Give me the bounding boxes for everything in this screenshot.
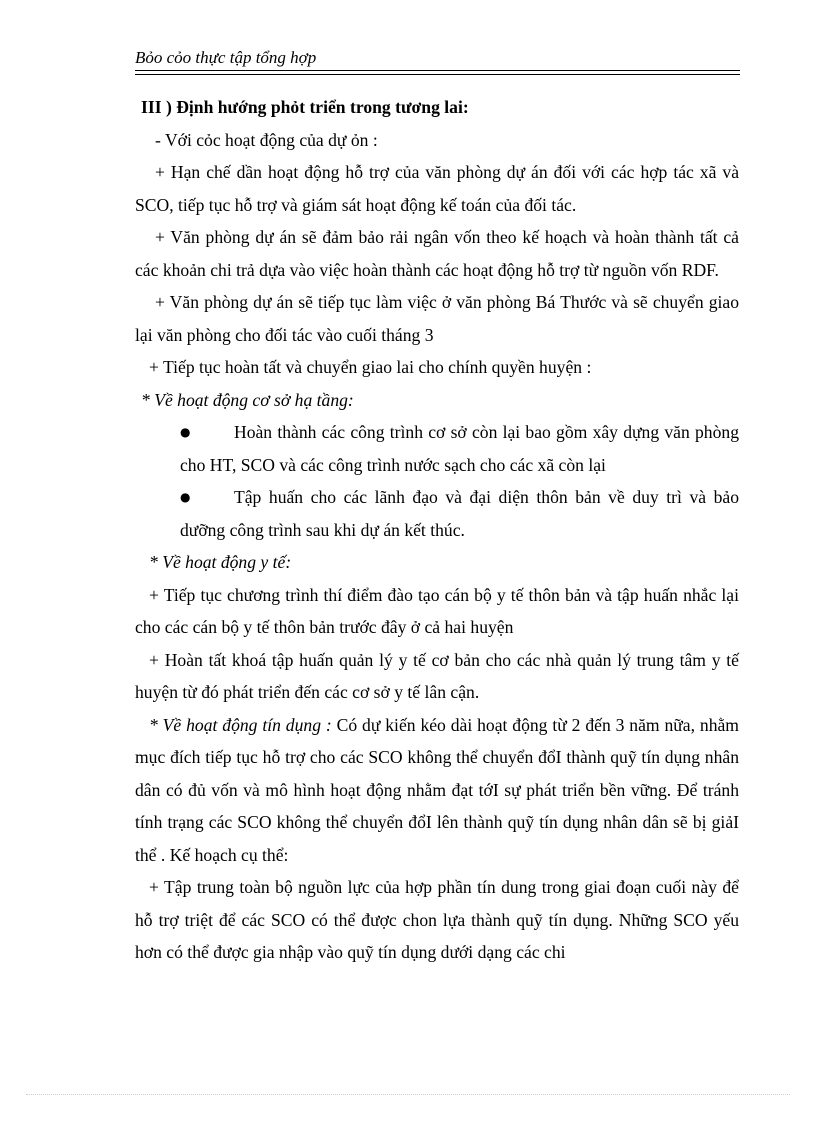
- credit-heading: * Về hoạt động tín dụng :: [149, 714, 332, 735]
- paragraph-district-handover: + Tiếp tục hoàn tất và chuyển giao lai cho chính quyền huyện :: [149, 357, 592, 377]
- health-heading: * Về hoạt động y tế:: [149, 552, 292, 572]
- paragraph-health-management: + Hoàn tất khoá tập huấn quản lý y tế cơ bản cho các nhà quản lý trung tâm y tế huyện từ đó phát triển đến các cơ sở y tế lân cận.: [135, 649, 739, 702]
- paragraph-office-handover: + Văn phòng dự án sẽ tiếp tục làm việc ở văn phòng Bá Thước và sẽ chuyển giao lại văn phòng cho đối tác vào cuối tháng 3: [135, 292, 739, 345]
- paragraph-credit: [135, 709, 739, 872]
- bullet-dot-icon: ●: [180, 425, 191, 439]
- bullet-text-infrastructure: Hoàn thành các công trình cơ sở còn lại bao gồm xây dựng văn phòng cho HT, SCO và các công trình nước sạch cho các xã còn lại: [180, 422, 739, 475]
- paragraph-limit-support: + Hạn chế dần hoạt động hỗ trợ của văn phòng dự án đối với các hợp tác xã và SCO, tiếp tục hỗ trợ và giám sát hoạt động kế toán của đối tác.: [135, 162, 739, 215]
- section-heading: III ) Định hướng phỏt triển trong tương lai:: [141, 97, 469, 117]
- page-header-title: Bỏo cỏo thực tập tổng hợp: [135, 48, 317, 67]
- document-body: [135, 91, 739, 969]
- paragraph-credit-plan: + Tập trung toàn bộ nguồn lực của hợp phần tín dung trong giai đoạn cuối này để hỗ trợ triệt để các SCO có thể được chon lựa thành quỹ tín dụng. Những SCO yếu hơn có thể được gia nhập vào quỹ tín dụng dưới dạng các chi: [135, 877, 739, 962]
- bullet-text-training: Tập huấn cho các lãnh đạo và đại diện thôn bản về duy trì và bảo dưỡng công trình sau khi dự án kết thúc.: [180, 487, 739, 540]
- page-footer-divider: [26, 1094, 790, 1095]
- paragraph-health-pilot: + Tiếp tục chương trình thí điểm đào tạo cán bộ y tế thôn bản và tập huấn nhắc lại cho các cán bộ y tế thôn bản trước đây ở cả hai huyện: [135, 584, 739, 637]
- paragraph-disbursement: + Văn phòng dự án sẽ đảm bảo rải ngân vốn theo kế hoạch và hoàn thành tất cả các khoản chi trả dựa vào việc hoàn thành các hoạt động hỗ trợ từ nguồn vốn RDF.: [135, 227, 739, 280]
- credit-text: Có dự kiến kéo dài hoạt động từ 2 đến 3 năm nữa, nhằm mục đích tiếp tục hỗ trợ cho các SCO không thể chuyển đổI thành quỹ tín dụng nhân dân có đủ vốn và mô hình hoạt động nhằm đạt tớI sự phát triển bền vững. Để tránh tính trạng các SCO không thể chuyển đổI lên thành quỹ tín dụng nhân dân sẽ bị giảI thể . Kế hoạch cụ thể:: [135, 714, 739, 865]
- header-rule-top: [135, 70, 740, 71]
- bullet-dot-icon: ●: [180, 490, 191, 504]
- list-item: [135, 481, 739, 546]
- header-rule-bottom: [135, 74, 740, 75]
- list-item: [135, 416, 739, 481]
- infra-heading: * Về hoạt động cơ sở hạ tầng:: [141, 389, 354, 410]
- paragraph-project-activities: - Với cỏc hoạt động của dự ỏn :: [155, 129, 378, 150]
